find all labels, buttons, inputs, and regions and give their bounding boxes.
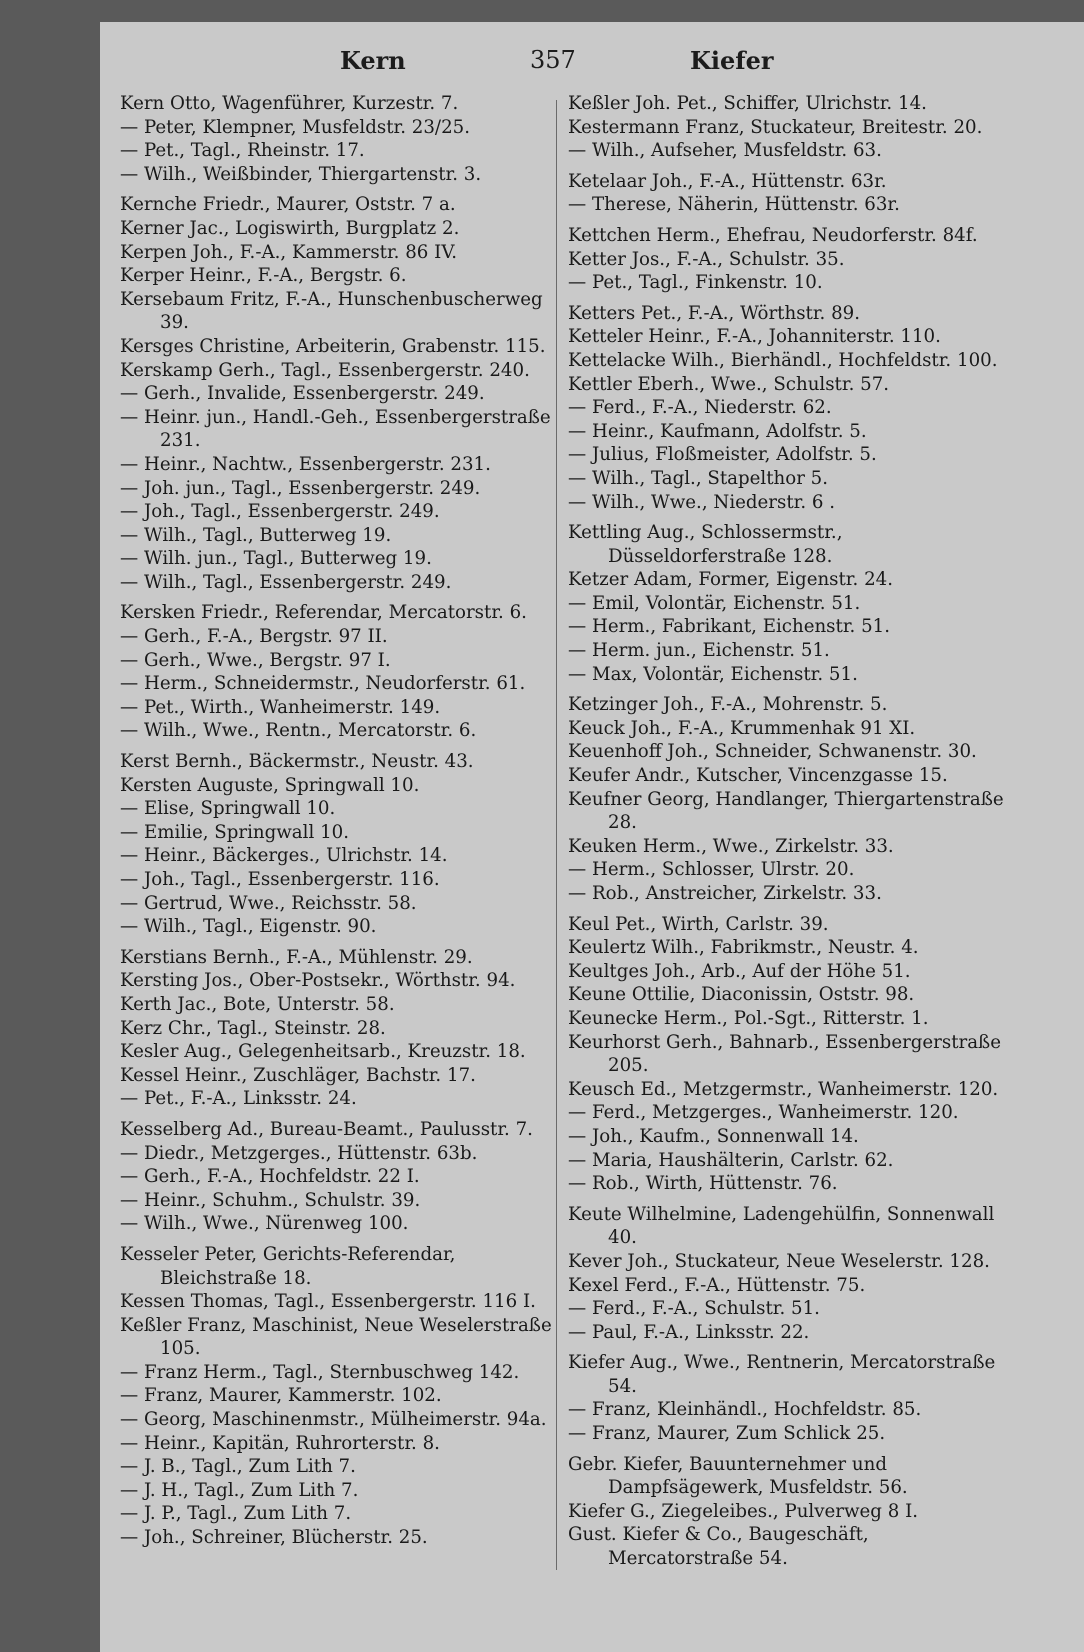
- directory-entry: — Herm., Schneidermstr., Neudorferstr. 61.: [120, 673, 526, 695]
- directory-entry: — Franz, Maurer, Zum Schlick 25.: [568, 1423, 886, 1445]
- directory-entry: Keulertz Wilh., Fabrikmstr., Neustr. 4.: [568, 937, 919, 959]
- directory-entry: — Heinr., Schuhm., Schulstr. 39.: [120, 1189, 421, 1211]
- directory-entry: — Wilh., Wwe., Rentn., Mercatorstr. 6.: [120, 720, 477, 742]
- right-column: [568, 92, 1013, 1571]
- directory-entry: Ketzinger Joh., F.-A., Mohrenstr. 5.: [568, 694, 888, 716]
- directory-entry: Kestermann Franz, Stuckateur, Breitestr. 20.: [568, 116, 983, 138]
- directory-entry: Keuck Joh., F.-A., Krummenhak 91 XI.: [568, 717, 916, 739]
- directory-entry: — J. H., Tagl., Zum Lith 7.: [120, 1479, 359, 1501]
- directory-entry: — Heinr., Nachtw., Essenbergerstr. 231.: [120, 453, 491, 475]
- directory-entry: — Emil, Volontär, Eichenstr. 51.: [568, 592, 861, 614]
- header-last-name: Kiefer: [690, 46, 774, 75]
- directory-entry: Keultges Joh., Arb., Auf der Höhe 51.: [568, 960, 911, 982]
- directory-entry: Keßler Franz, Maschinist, Neue Weselerstraße 105.: [120, 1314, 552, 1360]
- directory-entry: Kersting Jos., Ober-Postsekr., Wörthstr. 94.: [120, 970, 516, 992]
- directory-entry: Keßler Joh. Pet., Schiffer, Ulrichstr. 14.: [568, 93, 927, 114]
- directory-entry: Keuenhoff Joh., Schneider, Schwanenstr. 30.: [568, 741, 977, 763]
- directory-entry: — Wilh., Tagl., Eigenstr. 90.: [120, 916, 377, 938]
- directory-entry: Kettler Eberh., Wwe., Schulstr. 57.: [568, 373, 890, 395]
- directory-entry: Ketters Pet., F.-A., Wörthstr. 89.: [568, 302, 861, 324]
- directory-entry: Keufner Georg, Handlanger, Thiergartenstraße 28.: [568, 788, 1004, 834]
- directory-entry: Kiefer Aug., Wwe., Rentnerin, Mercatorstraße 54.: [568, 1352, 996, 1397]
- directory-entry: — Maria, Haushälterin, Carlstr. 62.: [568, 1149, 894, 1171]
- directory-entry: — Joh., Kaufm., Sonnenwall 14.: [568, 1125, 859, 1147]
- directory-entry: Keul Pet., Wirth, Carlstr. 39.: [568, 913, 829, 935]
- directory-entry: Gust. Kiefer & Co., Baugeschäft, Mercatorstraße 54.: [568, 1524, 869, 1570]
- directory-entry: Ketter Jos., F.-A., Schulstr. 35.: [568, 248, 845, 270]
- directory-entry: Kexel Ferd., F.-A., Hüttenstr. 75.: [568, 1274, 866, 1296]
- directory-entry: — Franz, Maurer, Kammerstr. 102.: [120, 1385, 442, 1407]
- directory-entry: — Gerh., Invalide, Essenbergerstr. 249.: [120, 383, 485, 405]
- directory-entry: — Elise, Springwall 10.: [120, 798, 336, 820]
- directory-entry: — Wilh., Wwe., Niederstr. 6 .: [568, 491, 836, 513]
- directory-entry: Kever Joh., Stuckateur, Neue Weselerstr. 128.: [568, 1250, 990, 1272]
- directory-entry: Ketteler Heinr., F.-A., Johanniterstr. 110.: [568, 326, 941, 348]
- header-first-name: Kern: [340, 46, 406, 75]
- directory-entry: — Gerh., Wwe., Bergstr. 97 I.: [120, 649, 391, 671]
- directory-entry: — Georg, Maschinenmstr., Mülheimerstr. 94a.: [120, 1409, 547, 1431]
- page-number: 357: [530, 46, 576, 74]
- directory-entry: Kerz Chr., Tagl., Steinstr. 28.: [120, 1017, 386, 1039]
- directory-entry: Kerstians Bernh., F.-A., Mühlenstr. 29.: [120, 946, 473, 968]
- directory-page: [100, 22, 1084, 1652]
- directory-entry: — Pet., Tagl., Finkenstr. 10.: [568, 272, 823, 294]
- directory-entry: — Emilie, Springwall 10.: [120, 821, 349, 843]
- directory-entry: — Ferd., F.-A., Schulstr. 51.: [568, 1298, 820, 1320]
- directory-entry: Kern Otto, Wagenführer, Kurzestr. 7.: [120, 93, 459, 114]
- directory-entry: Kessen Thomas, Tagl., Essenbergerstr. 116 I.: [120, 1291, 536, 1313]
- directory-entry: — Pet., Tagl., Rheinstr. 17.: [120, 140, 365, 162]
- directory-entry: Kerskamp Gerh., Tagl., Essenbergerstr. 240.: [120, 359, 530, 381]
- directory-entry: Ketelaar Joh., F.-A., Hüttenstr. 63r.: [568, 170, 887, 192]
- directory-entry: — Wilh., Tagl., Essenbergerstr. 249.: [120, 571, 452, 593]
- directory-entry: — Joh., Schreiner, Blücherstr. 25.: [120, 1527, 428, 1549]
- directory-entry: — Wilh., Tagl., Stapelthor 5.: [568, 467, 829, 489]
- page-header: [100, 46, 1084, 86]
- directory-entry: Kesseler Peter, Gerichts-Referendar, Bleichstraße 18.: [120, 1243, 456, 1289]
- directory-entry: — Herm., Schlosser, Ulrstr. 20.: [568, 859, 855, 881]
- directory-entry: — Herm., Fabrikant, Eichenstr. 51.: [568, 616, 890, 638]
- directory-entry: — Wilh., Weißbinder, Thiergartenstr. 3.: [120, 163, 482, 185]
- directory-entry: — Joh., Tagl., Essenbergerstr. 116.: [120, 869, 440, 890]
- directory-entry: Gebr. Kiefer, Bauunternehmer und Dampfsägewerk, Musfeldstr. 56.: [568, 1453, 908, 1499]
- directory-entry: — Rob., Anstreicher, Zirkelstr. 33.: [568, 883, 882, 904]
- directory-entry: Kesselberg Ad., Bureau-Beamt., Paulusstr. 7.: [120, 1118, 533, 1140]
- directory-entry: Keusch Ed., Metzgermstr., Wanheimerstr. 120.: [568, 1078, 999, 1100]
- directory-entry: Kersken Friedr., Referendar, Mercatorstr. 6.: [120, 602, 527, 624]
- directory-entry: — Franz, Kleinhändl., Hochfeldstr. 85.: [568, 1399, 922, 1421]
- directory-entry: — Therese, Näherin, Hüttenstr. 63r.: [568, 194, 900, 216]
- directory-entry: — Wilh., Wwe., Nürenweg 100.: [120, 1213, 409, 1235]
- left-column: [120, 92, 565, 1550]
- directory-entry: — Joh. jun., Tagl., Essenbergerstr. 249.: [120, 477, 481, 499]
- directory-entry: Keuken Herm., Wwe., Zirkelstr. 33.: [568, 835, 894, 857]
- directory-entry: Keufer Andr., Kutscher, Vincenzgasse 15.: [568, 765, 948, 787]
- directory-entry: — Julius, Floßmeister, Adolfstr. 5.: [568, 444, 877, 466]
- directory-entry: Keurhorst Gerh., Bahnarb., Essenbergerstraße 205.: [568, 1031, 1001, 1077]
- directory-entry: — Wilh. jun., Tagl., Butterweg 19.: [120, 548, 432, 570]
- directory-entry: Kerner Jac., Logiswirth, Burgplatz 2.: [120, 217, 460, 239]
- directory-entry: — Heinr., Kaufmann, Adolfstr. 5.: [568, 420, 867, 442]
- directory-entry: Kesler Aug., Gelegenheitsarb., Kreuzstr. 18.: [120, 1041, 526, 1063]
- directory-entry: — Paul, F.-A., Linksstr. 22.: [568, 1321, 810, 1343]
- directory-entry: Kerst Bernh., Bäckermstr., Neustr. 43.: [120, 751, 474, 773]
- directory-entry: — Gerh., F.-A., Hochfeldstr. 22 I.: [120, 1166, 420, 1188]
- directory-entry: — Diedr., Metzgerges., Hüttenstr. 63b.: [120, 1142, 478, 1164]
- directory-entry: Kersges Christine, Arbeiterin, Grabenstr. 115.: [120, 335, 546, 357]
- directory-entry: Kettchen Herm., Ehefrau, Neudorferstr. 84f.: [568, 224, 978, 246]
- directory-entry: Kersebaum Fritz, F.-A., Hunschenbuscherweg 39.: [120, 288, 543, 334]
- directory-entry: Keunecke Herm., Pol.-Sgt., Ritterstr. 1.: [568, 1007, 929, 1029]
- directory-entry: — J. P., Tagl., Zum Lith 7.: [120, 1503, 352, 1525]
- directory-entry: — Franz Herm., Tagl., Sternbuschweg 142.: [120, 1361, 520, 1383]
- directory-entry: — Ferd., Metzgerges., Wanheimerstr. 120.: [568, 1102, 959, 1124]
- directory-entry: — Peter, Klempner, Musfeldstr. 23/25.: [120, 116, 470, 138]
- directory-entry: — Gerh., F.-A., Bergstr. 97 II.: [120, 626, 388, 648]
- directory-entry: — Herm. jun., Eichenstr. 51.: [568, 640, 830, 662]
- directory-entry: Kernche Friedr., Maurer, Oststr. 7 a.: [120, 194, 456, 216]
- directory-entry: — Rob., Wirth, Hüttenstr. 76.: [568, 1173, 838, 1195]
- directory-entry: — Ferd., F.-A., Niederstr. 62.: [568, 397, 832, 419]
- directory-entry: Keute Wilhelmine, Ladengehülfin, Sonnenwall 40.: [568, 1203, 995, 1249]
- directory-entry: Kersten Auguste, Springwall 10.: [120, 774, 420, 796]
- directory-entry: Ketzer Adam, Former, Eigenstr. 24.: [568, 569, 893, 591]
- directory-entry: — Max, Volontär, Eichenstr. 51.: [568, 663, 858, 685]
- directory-entry: — Gertrud, Wwe., Reichsstr. 58.: [120, 892, 417, 914]
- directory-entry: Kiefer G., Ziegeleibes., Pulverweg 8 I.: [568, 1500, 919, 1522]
- directory-entry: — Pet., F.-A., Linksstr. 24.: [120, 1088, 357, 1110]
- directory-entry: — Wilh., Tagl., Butterweg 19.: [120, 524, 392, 546]
- directory-entry: — Heinr., Kapitän, Ruhrorterstr. 8.: [120, 1432, 440, 1454]
- directory-entry: Kerth Jac., Bote, Unterstr. 58.: [120, 993, 395, 1015]
- directory-entry: Kettelacke Wilh., Bierhändl., Hochfeldstr. 100.: [568, 349, 998, 371]
- directory-entry: Kettling Aug., Schlossermstr., Düsseldorferstraße 128.: [568, 522, 843, 567]
- directory-entry: Keune Ottilie, Diaconissin, Oststr. 98.: [568, 984, 915, 1006]
- directory-entry: — Pet., Wirth., Wanheimerstr. 149.: [120, 696, 441, 718]
- directory-entry: — Joh., Tagl., Essenbergerstr. 249.: [120, 501, 440, 523]
- directory-entry: Kessel Heinr., Zuschläger, Bachstr. 17.: [120, 1064, 476, 1086]
- directory-entry: — Wilh., Aufseher, Musfeldstr. 63.: [568, 140, 882, 162]
- directory-entry: Kerpen Joh., F.-A., Kammerstr. 86 IV.: [120, 241, 458, 263]
- directory-entry: — Heinr., Bäckerges., Ulrichstr. 14.: [120, 845, 448, 867]
- directory-entry: — Heinr. jun., Handl.-Geh., Essenbergerstraße 231.: [120, 406, 551, 452]
- directory-entry: — J. B., Tagl., Zum Lith 7.: [120, 1456, 356, 1478]
- directory-entry: Kerper Heinr., F.-A., Bergstr. 6.: [120, 265, 407, 287]
